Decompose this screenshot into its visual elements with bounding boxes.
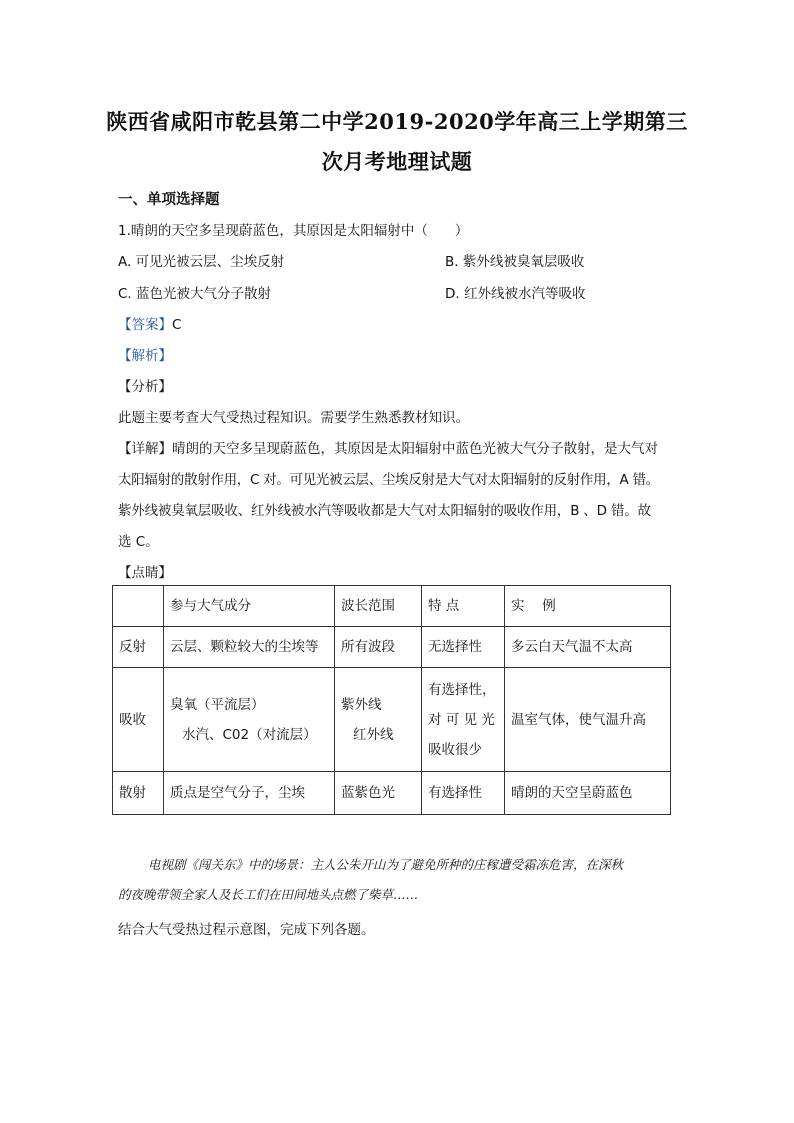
table-cell: 散射 <box>113 772 164 815</box>
page-title-continued: 次月考地理试题 <box>321 149 473 174</box>
question-stem: 1.晴朗的天空多呈现蔚蓝色，其原因是太阳辐射中（ ） <box>118 223 469 239</box>
option-d: D. 红外线被水汽等吸收 <box>445 286 586 302</box>
fenxi-text: 此题主要考查大气受热过程知识。需要学生熟悉教材知识。 <box>118 410 469 426</box>
page-title: 陕西省咸阳市乾县第二中学2019-2020学年高三上学期第三 <box>106 109 688 134</box>
fenxi-label: 【分析】 <box>118 379 172 395</box>
table-cell-line: 吸收很少 <box>428 741 482 758</box>
table-cell: 云层、颗粒较大的尘埃等 <box>164 627 335 668</box>
table-cell: 温室气体，使气温升高 <box>505 668 671 772</box>
detail-line-1 <box>118 437 658 457</box>
table-cell: 无选择性 <box>422 627 505 668</box>
detail-text-1: 晴朗的天空多呈现蔚蓝色，其原因是太阳辐射中蓝色光被大气分子散射，是大气对 <box>172 441 658 457</box>
summary-table <box>112 585 671 815</box>
table-row <box>113 668 671 772</box>
analysis-label: 【解析】 <box>118 348 172 364</box>
table-header-cell: 参与大气成分 <box>164 586 335 627</box>
table-cell: 吸收 <box>113 668 164 772</box>
answer-label: 【答案】 <box>118 317 172 333</box>
table-cell-line: 对 可 见 光 <box>428 711 495 728</box>
table-cell <box>164 668 335 772</box>
table-cell: 多云白天气温不太高 <box>505 627 671 668</box>
detail-line-3: 紫外线被臭氧层吸收、红外线被水汽等吸收都是大气对太阳辐射的吸收作用，B 、D 错。故 <box>118 503 651 519</box>
section-heading: 一、单项选择题 <box>118 192 220 208</box>
table-cell <box>335 668 422 772</box>
table-cell: 质点是空气分子，尘埃 <box>164 772 335 815</box>
option-c: C. 蓝色光被大气分子散射 <box>118 286 272 302</box>
table-cell-line: 红外线 <box>353 726 394 743</box>
table-cell <box>422 668 505 772</box>
table-cell: 有选择性 <box>422 772 505 815</box>
table-row <box>113 772 671 815</box>
table-cell-line: 紫外线 <box>341 696 382 713</box>
answer-line <box>118 313 181 333</box>
passage-line-2: 的夜晚带领全家人及长工们在田间地头点燃了柴草…… <box>118 887 419 902</box>
table-cell-line: 有选择性， <box>428 681 496 698</box>
answer-value: C <box>172 317 182 333</box>
table-header-cell <box>113 586 164 627</box>
table-header-cell: 波长范围 <box>335 586 422 627</box>
detail-line-2: 太阳辐射的散射作用，C 对。可见光被云层、尘埃反射是大气对太阳辐射的反射作用，A 错。 <box>118 472 659 488</box>
table-cell-line: 臭氧（平流层） <box>170 696 265 713</box>
dianjing-label: 【点睛】 <box>118 565 172 581</box>
option-b: B. 紫外线被臭氧层吸收 <box>445 254 585 270</box>
detail-label: 【详解】 <box>118 441 172 457</box>
table-cell: 蓝紫色光 <box>335 772 422 815</box>
table-cell: 晴朗的天空呈蔚蓝色 <box>505 772 671 815</box>
table-header-row <box>113 586 671 627</box>
detail-line-4: 选 C。 <box>118 534 159 550</box>
table-row <box>113 627 671 668</box>
passage-line-1: 电视剧《闯关东》中的场景：主人公朱开山为了避免所种的庄稼遭受霜冻危害，在深秋 <box>148 857 624 872</box>
table-cell-line: 水汽、C02（对流层） <box>182 726 317 743</box>
table-header-cell: 特 点 <box>422 586 505 627</box>
table-header-cell: 实 例 <box>505 586 671 627</box>
table-cell: 所有波段 <box>335 627 422 668</box>
instruction-text: 结合大气受热过程示意图，完成下列各题。 <box>118 922 375 938</box>
option-a: A. 可见光被云层、尘埃反射 <box>118 254 285 270</box>
table-cell: 反射 <box>113 627 164 668</box>
